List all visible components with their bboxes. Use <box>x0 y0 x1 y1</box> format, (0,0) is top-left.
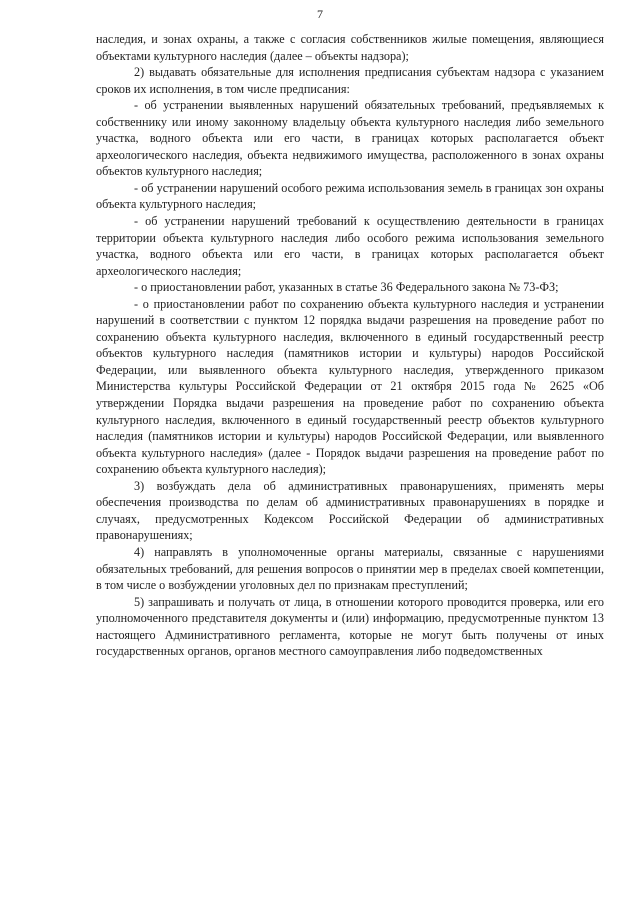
page-number: 7 <box>317 7 323 21</box>
paragraph-item-4: 4) направлять в уполномоченные органы материалы, связанные с нарушениями обязательных требований, для решения вопросов о принятии мер в пределах своей компетенции, в том числе о возбуждении уголовных дел по признакам преступлений; <box>96 544 604 593</box>
paragraph-continuation: наследия, и зонах охраны, а также с согласия собственников жилые помещения, являющиеся объектами культурного наследия (далее – объекты надзора); <box>96 32 604 63</box>
paragraph-bullet: - о приостановлении работ по сохранению объекта культурного наследия и устранении нарушений в соответствии с пунктом 12 порядка выдачи разрешения на проведение работ по сохранению объекта культурного наследия, включенного в единый государственный реестр объектов культурного наследия (памятников истории и культуры) народов Российской Федерации, или выявленного объекта культурного наследия, утвержденного приказом Министерства культуры Российской Федерации от 21 октября 2015 года № 2625 «Об утверждении Порядка выдачи разрешения на проведение работ по сохранению объекта культурного наследия, включенного в единый государственный реестр объектов культурного наследия (памятников истории и культуры) народов Российской Федерации, или выявленного объекта культурного наследия» (далее - Порядок выдачи разрешения на проведение работ по сохранению объекта культурного наследия); <box>96 296 604 477</box>
paragraph-bullet: - об устранении нарушений особого режима использования земель в границах зон охраны объекта культурного наследия; <box>96 180 604 212</box>
paragraph-bullet: - о приостановлении работ, указанных в статье 36 Федерального закона № 73-ФЗ; <box>134 280 559 295</box>
paragraph-bullet: - об устранении нарушений требований к осуществлению деятельности в границах территории объекта культурного наследия либо особого режима использования земельного участка, водного объекта или его части, в границах которых располагается объект археологического наследия; <box>96 214 604 278</box>
paragraph-item-5: 5) запрашивать и получать от лица, в отношении которого проводится проверка, или его уполномоченного представителя документы и (или) информацию, предусмотренные пунктом 13 настоящего Административного регламента, которые не могут быть получены от иных государственных органов, органов местного самоуправления либо подведомственных <box>96 594 604 659</box>
paragraph-bullet: - об устранении выявленных нарушений обязательных требований, предъявляемых к собственнику или иному законному владельцу объекта культурного наследия либо земельного участка, водного объекта или его части, в границах которых располагается объект археологического наследия, объекта недвижимого имущества, расположенного в зонах охраны объектов культурного наследия; <box>96 98 604 179</box>
paragraph-item-2: 2) выдавать обязательные для исполнения предписания субъектам надзора с указанием сроков их исполнения, в том числе предписания: <box>96 65 604 96</box>
paragraph-item-3: 3) возбуждать дела об административных правонарушениях, применять меры обеспечения производства по делам об административных правонарушениях в порядке и случаях, предусмотренных Кодексом Российской Федерации об административных правонарушениях; <box>96 478 604 543</box>
document-body <box>96 31 604 660</box>
